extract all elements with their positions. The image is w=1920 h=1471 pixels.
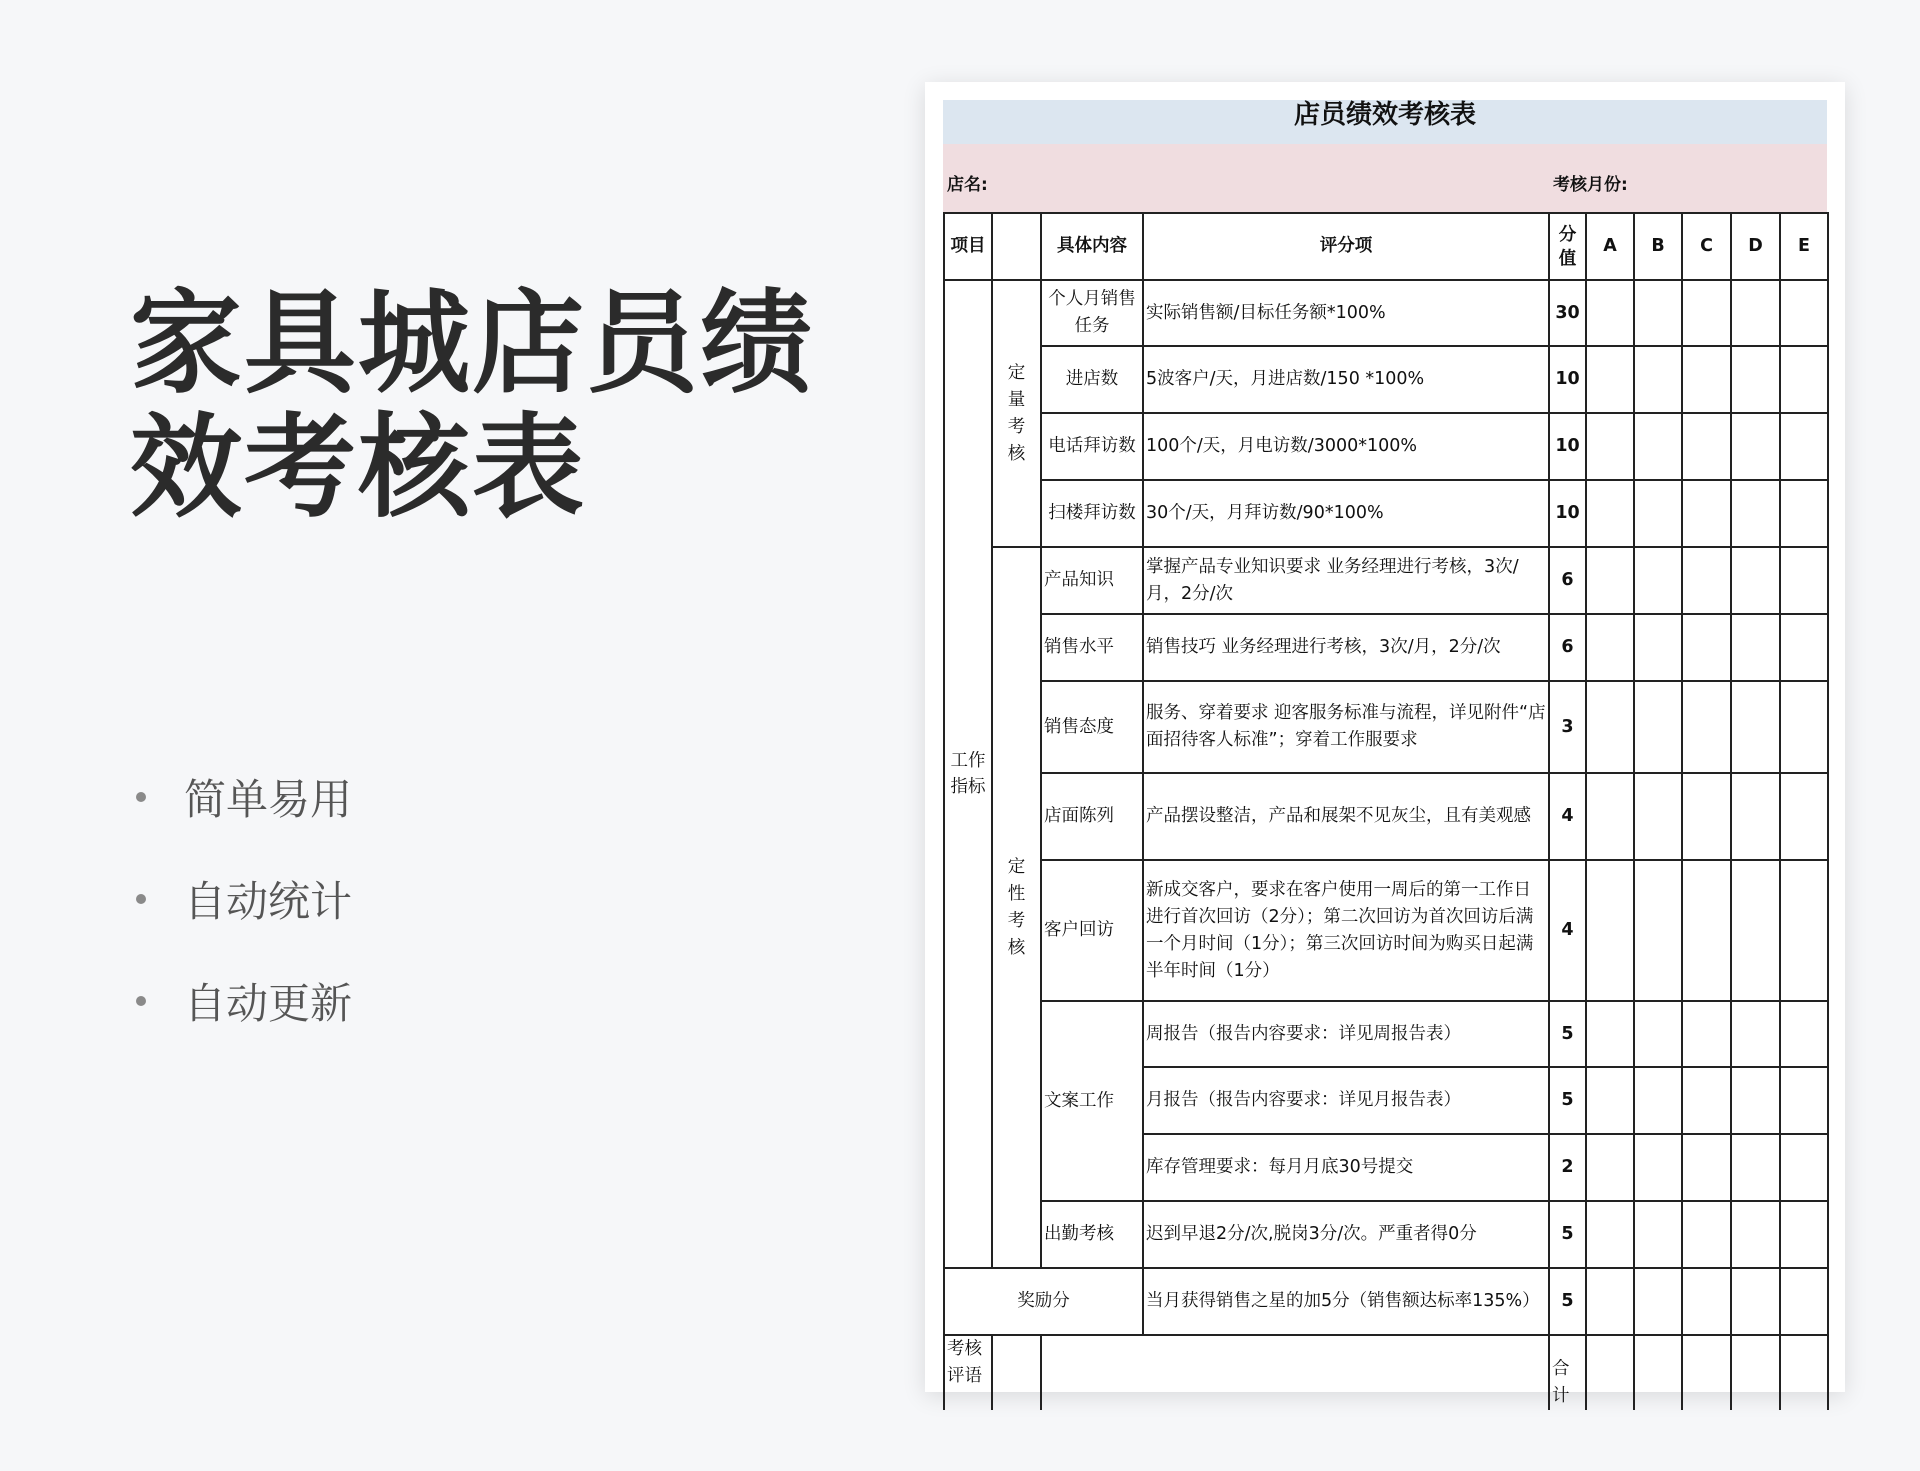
- grade-b-cell[interactable]: [1634, 681, 1682, 773]
- header-c: C: [1682, 213, 1731, 280]
- content-cell: 店面陈列: [1041, 773, 1143, 860]
- content-cell: 个人月销售任务: [1041, 280, 1143, 346]
- grade-c-cell[interactable]: [1682, 280, 1731, 346]
- criteria-cell: 迟到早退2分/次,脱岗3分/次。严重者得0分: [1143, 1201, 1549, 1268]
- criteria-cell: 销售技巧 业务经理进行考核，3次/月，2分/次: [1143, 614, 1549, 681]
- review-blank: [992, 1335, 1041, 1410]
- total-c-cell: [1682, 1335, 1731, 1410]
- criteria-cell: 新成交客户，要求在客户使用一周后的第一工作日进行首次回访（2分）；第二次回访为首次回访后满一个月时间（1分）；第三次回访时间为购买日起满半年时间（1分）: [1143, 860, 1549, 1001]
- grade-a-cell[interactable]: [1586, 773, 1634, 860]
- month-label: 考核月份:: [1553, 175, 1628, 195]
- grade-d-cell[interactable]: [1731, 547, 1780, 614]
- grade-a-cell[interactable]: [1586, 346, 1634, 413]
- group-review: 考核评语: [944, 1335, 992, 1410]
- feature-label: 自动更新: [184, 979, 353, 1028]
- header-b: B: [1634, 213, 1682, 280]
- grade-d-cell[interactable]: [1731, 773, 1780, 860]
- grade-e-cell[interactable]: [1780, 480, 1828, 547]
- grade-b-cell[interactable]: [1634, 480, 1682, 547]
- feature-item: [130, 848, 352, 950]
- grade-a-cell[interactable]: [1586, 1134, 1634, 1201]
- grade-b-cell[interactable]: [1634, 860, 1682, 1001]
- grade-a-cell[interactable]: [1586, 1001, 1634, 1067]
- header-blank: [992, 213, 1041, 280]
- grade-a-cell[interactable]: [1586, 547, 1634, 614]
- grade-c-cell[interactable]: [1682, 614, 1731, 681]
- table-row: [944, 413, 1828, 480]
- grade-d-cell[interactable]: [1731, 1201, 1780, 1268]
- content-cell: 产品知识: [1041, 547, 1143, 614]
- grade-e-cell[interactable]: [1780, 1201, 1828, 1268]
- content-cell: 销售态度: [1041, 681, 1143, 773]
- grade-e-cell[interactable]: [1780, 1268, 1828, 1335]
- sheet-meta: [943, 144, 1827, 212]
- grade-d-cell[interactable]: [1731, 346, 1780, 413]
- content-cell: 扫楼拜访数: [1041, 480, 1143, 547]
- table-row: [944, 681, 1828, 773]
- grade-d-cell[interactable]: [1731, 614, 1780, 681]
- grade-b-cell[interactable]: [1634, 413, 1682, 480]
- grade-e-cell[interactable]: [1780, 773, 1828, 860]
- grade-d-cell[interactable]: [1731, 1067, 1780, 1134]
- score-cell: 30: [1549, 280, 1586, 346]
- grade-b-cell[interactable]: [1634, 1134, 1682, 1201]
- grade-c-cell[interactable]: [1682, 1268, 1731, 1335]
- feature-item: [130, 950, 352, 1052]
- grade-a-cell[interactable]: [1586, 1201, 1634, 1268]
- score-cell: 5: [1549, 1067, 1586, 1134]
- criteria-cell: 实际销售额/目标任务额*100%: [1143, 280, 1549, 346]
- table-row: [944, 773, 1828, 860]
- score-cell: 3: [1549, 681, 1586, 773]
- grade-c-cell[interactable]: [1682, 681, 1731, 773]
- grade-e-cell[interactable]: [1780, 1001, 1828, 1067]
- table-row: [944, 860, 1828, 1001]
- page-title: 家具城店员绩效考核表: [130, 279, 814, 533]
- header-d: D: [1731, 213, 1780, 280]
- grade-c-cell[interactable]: [1682, 413, 1731, 480]
- grade-d-cell[interactable]: [1731, 1268, 1780, 1335]
- score-cell: 4: [1549, 773, 1586, 860]
- total-e-cell: [1780, 1335, 1828, 1410]
- sheet-title: 店员绩效考核表: [943, 100, 1827, 144]
- grade-e-cell[interactable]: [1780, 614, 1828, 681]
- review-text-cell[interactable]: [1041, 1335, 1549, 1410]
- grade-b-cell[interactable]: [1634, 1201, 1682, 1268]
- grade-e-cell[interactable]: [1780, 860, 1828, 1001]
- grade-b-cell[interactable]: [1634, 773, 1682, 860]
- grade-d-cell[interactable]: [1731, 480, 1780, 547]
- grade-c-cell[interactable]: [1682, 1134, 1731, 1201]
- grade-b-cell[interactable]: [1634, 1067, 1682, 1134]
- score-cell: 5: [1549, 1201, 1586, 1268]
- group-work-index: 工作指标: [944, 280, 992, 1268]
- total-a-cell: [1586, 1335, 1634, 1410]
- score-cell: 10: [1549, 413, 1586, 480]
- score-cell: 2: [1549, 1134, 1586, 1201]
- header-content: 具体内容: [1041, 213, 1143, 280]
- grade-a-cell[interactable]: [1586, 1268, 1634, 1335]
- criteria-cell: 5波客户/天，月进店数/150 *100%: [1143, 346, 1549, 413]
- feature-item: [130, 746, 352, 848]
- grade-b-cell[interactable]: [1634, 547, 1682, 614]
- table-row: [944, 346, 1828, 413]
- header-score: 分值: [1549, 213, 1586, 280]
- score-cell: 10: [1549, 346, 1586, 413]
- grade-a-cell[interactable]: [1586, 1067, 1634, 1134]
- grade-b-cell[interactable]: [1634, 1268, 1682, 1335]
- content-cell: 电话拜访数: [1041, 413, 1143, 480]
- criteria-cell: 产品摆设整洁，产品和展架不见灰尘，且有美观感: [1143, 773, 1549, 860]
- table-row: [944, 480, 1828, 547]
- grade-e-cell[interactable]: [1780, 280, 1828, 346]
- grade-b-cell[interactable]: [1634, 614, 1682, 681]
- score-cell: 6: [1549, 614, 1586, 681]
- grade-a-cell[interactable]: [1586, 413, 1634, 480]
- table-row: [944, 1201, 1828, 1268]
- feature-label: 简单易用: [184, 775, 353, 824]
- bullet-icon: [136, 792, 146, 802]
- score-cell: 10: [1549, 480, 1586, 547]
- feature-label: 自动统计: [184, 877, 353, 926]
- grade-e-cell[interactable]: [1780, 681, 1828, 773]
- content-cell: 销售水平: [1041, 614, 1143, 681]
- grade-d-cell[interactable]: [1731, 280, 1780, 346]
- bonus-row: [944, 1268, 1828, 1335]
- header-e: E: [1780, 213, 1828, 280]
- review-row: [944, 1335, 1828, 1410]
- table-row: [944, 547, 1828, 614]
- grade-c-cell[interactable]: [1682, 773, 1731, 860]
- grade-a-cell[interactable]: [1586, 280, 1634, 346]
- bullet-icon: [136, 996, 146, 1006]
- grade-c-cell[interactable]: [1682, 346, 1731, 413]
- criteria-cell: 库存管理要求：每月月底30号提交: [1143, 1134, 1549, 1201]
- criteria-cell: 100个/天，月电访数/3000*100%: [1143, 413, 1549, 480]
- grade-c-cell[interactable]: [1682, 547, 1731, 614]
- total-b-cell: [1634, 1335, 1682, 1410]
- content-cell: 文案工作: [1041, 1001, 1143, 1201]
- header-criteria: 评分项: [1143, 213, 1549, 280]
- total-d-cell: [1731, 1335, 1780, 1410]
- grade-c-cell[interactable]: [1682, 1067, 1731, 1134]
- shop-label: 店名:: [947, 175, 988, 195]
- criteria-cell: 月报告（报告内容要求：详见月报告表）: [1143, 1067, 1549, 1134]
- grade-c-cell[interactable]: [1682, 1001, 1731, 1067]
- grade-a-cell[interactable]: [1586, 860, 1634, 1001]
- grade-b-cell[interactable]: [1634, 280, 1682, 346]
- grade-d-cell[interactable]: [1731, 1001, 1780, 1067]
- grade-c-cell[interactable]: [1682, 1201, 1731, 1268]
- table-row: [944, 280, 1828, 346]
- total-label: 合计: [1549, 1335, 1586, 1410]
- feature-list: [130, 746, 352, 1052]
- grade-e-cell[interactable]: [1780, 413, 1828, 480]
- score-cell: 6: [1549, 547, 1586, 614]
- content-cell: 客户回访: [1041, 860, 1143, 1001]
- grade-e-cell[interactable]: [1780, 1067, 1828, 1134]
- grade-b-cell[interactable]: [1634, 1001, 1682, 1067]
- grade-a-cell[interactable]: [1586, 681, 1634, 773]
- grade-b-cell[interactable]: [1634, 346, 1682, 413]
- grade-d-cell[interactable]: [1731, 1134, 1780, 1201]
- grade-a-cell[interactable]: [1586, 480, 1634, 547]
- header-row: [944, 213, 1828, 280]
- criteria-cell: 30个/天，月拜访数/90*100%: [1143, 480, 1549, 547]
- spreadsheet-preview: [925, 82, 1845, 1406]
- evaluation-table: [943, 212, 1829, 1410]
- grade-a-cell[interactable]: [1586, 614, 1634, 681]
- grade-c-cell[interactable]: [1682, 860, 1731, 1001]
- header-a: A: [1586, 213, 1634, 280]
- criteria-cell: 服务、穿着要求 迎客服务标准与流程，详见附件“店面招待客人标准”；穿着工作服要求: [1143, 681, 1549, 773]
- grade-e-cell[interactable]: [1780, 547, 1828, 614]
- grade-e-cell[interactable]: [1780, 346, 1828, 413]
- criteria-cell: 周报告（报告内容要求：详见周报告表）: [1143, 1001, 1549, 1067]
- criteria-cell: 掌握产品专业知识要求 业务经理进行考核，3次/月，2分/次: [1143, 547, 1549, 614]
- grade-c-cell[interactable]: [1682, 480, 1731, 547]
- score-cell: 5: [1549, 1268, 1586, 1335]
- bullet-icon: [136, 894, 146, 904]
- table-row: [944, 614, 1828, 681]
- header-item: 项目: [944, 213, 992, 280]
- table-row: [944, 1001, 1828, 1067]
- grade-e-cell[interactable]: [1780, 1134, 1828, 1201]
- group-quantitative: 定量考核: [992, 280, 1041, 547]
- content-cell: 出勤考核: [1041, 1201, 1143, 1268]
- grade-d-cell[interactable]: [1731, 413, 1780, 480]
- score-cell: 5: [1549, 1001, 1586, 1067]
- group-qualitative: 定性考核: [992, 547, 1041, 1268]
- criteria-cell: 当月获得销售之星的加5分（销售额达标率135%）: [1143, 1268, 1549, 1335]
- grade-d-cell[interactable]: [1731, 860, 1780, 1001]
- grade-d-cell[interactable]: [1731, 681, 1780, 773]
- content-cell: 进店数: [1041, 346, 1143, 413]
- group-bonus: 奖励分: [944, 1268, 1143, 1335]
- score-cell: 4: [1549, 860, 1586, 1001]
